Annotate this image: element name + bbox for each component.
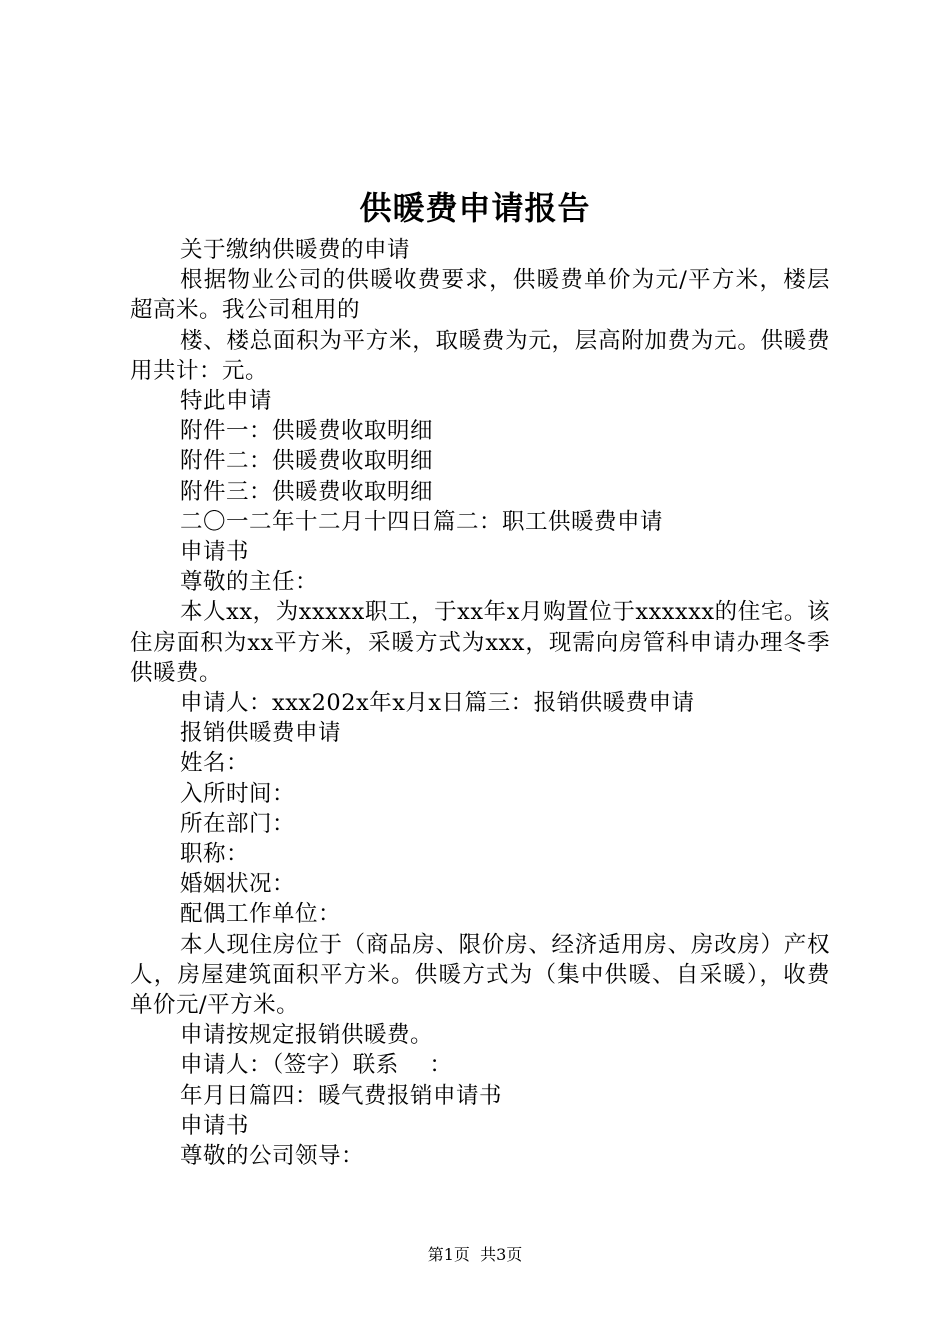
paragraph: 申请人：xxx202x年x月x日篇三：报销供暖费申请 bbox=[180, 690, 695, 717]
paragraph: 申请按规定报销供暖费。 bbox=[180, 1022, 434, 1049]
paragraph: 配偶工作单位： bbox=[180, 901, 342, 928]
paragraph: 特此申请 bbox=[180, 388, 273, 415]
paragraph: 关于缴纳供暖费的申请 bbox=[180, 237, 411, 263]
paragraph: 根据物业公司的供暖收费要求，供暖费单价为元/平方米，楼层超高米。我公司租用的 bbox=[130, 267, 830, 324]
paragraph: 申请书 bbox=[180, 1112, 250, 1139]
paragraph: 年月日篇四：暖气费报销申请书 bbox=[180, 1082, 503, 1109]
paragraph: 所在部门： bbox=[180, 810, 296, 837]
paragraph: 入所时间： bbox=[180, 780, 296, 807]
paragraph: 婚姻状况： bbox=[180, 871, 296, 898]
paragraph: 尊敬的公司领导： bbox=[180, 1143, 365, 1170]
paragraph: 附件二：供暖费收取明细 bbox=[180, 448, 434, 475]
paragraph: 楼、楼总面积为平方米，取暖费为元，层高附加费为元。供暖费用共计：元。 bbox=[130, 327, 830, 384]
paragraph: 附件一：供暖费收取明细 bbox=[180, 418, 434, 445]
paragraph: 本人现住房位于（商品房、限价房、经济适用房、房改房）产权人，房屋建筑面积平方米。供暖方式为（集中供暖、自采暖），收费单价元/平方米。 bbox=[130, 931, 830, 1019]
document-body bbox=[130, 235, 830, 1171]
page-number: 第1页 bbox=[427, 1245, 470, 1264]
paragraph: 二〇一二年十二月十四日篇二：职工供暖费申请 bbox=[180, 508, 664, 535]
document-title: 供暖费申请报告 bbox=[359, 189, 591, 227]
paragraph: 本人xx，为xxxxx职工，于xx年x月购置位于xxxxxx的住宅。该住房面积为xx平方米，采暖方式为xxx，现需向房管科申请办理冬季供暖费。 bbox=[130, 599, 830, 686]
page-total: 共3页 bbox=[480, 1245, 523, 1264]
paragraph: 报销供暖费申请 bbox=[180, 720, 342, 747]
paragraph: 附件三：供暖费收取明细 bbox=[180, 478, 434, 505]
paragraph: 尊敬的主任： bbox=[180, 569, 319, 596]
paragraph: 申请书 bbox=[180, 539, 250, 566]
page-footer bbox=[0, 1244, 950, 1266]
paragraph: 职称： bbox=[180, 841, 250, 868]
paragraph: 姓名： bbox=[180, 750, 250, 777]
paragraph: 申请人：（签字）联系 ： bbox=[180, 1052, 453, 1079]
